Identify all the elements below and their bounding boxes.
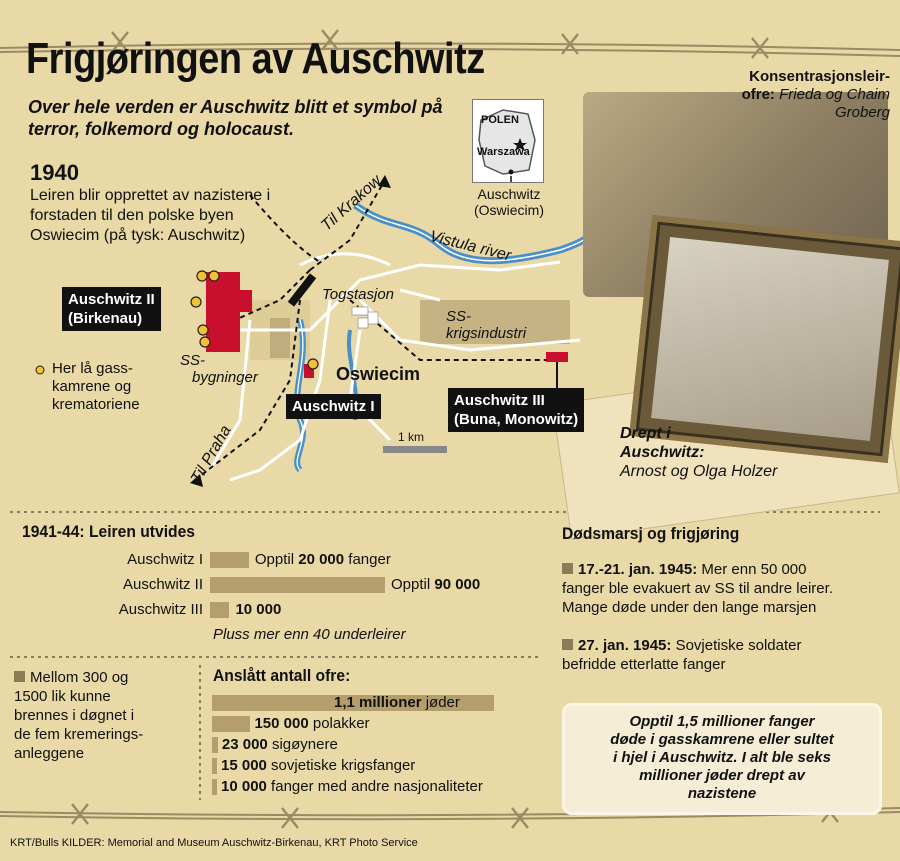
caption-1-rest: ofre: <box>741 86 775 103</box>
label-ss-buildings <box>180 352 258 386</box>
summary-callout <box>562 703 882 815</box>
expansion-camp-label: Auschwitz II <box>122 576 203 593</box>
expansion-camp-label: Auschwitz I <box>127 551 203 568</box>
caption-1-names: Frieda og Chaim Groberg <box>779 86 890 121</box>
victim-value: 1,1 millioner <box>334 694 422 711</box>
victim-value: 150 000 <box>254 715 309 732</box>
expansion-value-label <box>235 601 281 618</box>
caption-2-title2: Auschwitz: <box>620 444 705 461</box>
cremation-3: brennes i døgnet i <box>14 707 135 724</box>
expansion-value: 90 000 <box>434 576 481 593</box>
label-auschwitz-2-sub: (Birkenau) <box>68 310 143 327</box>
credit-line: KRT/Bulls KILDER: Memorial and Museum Auschwitz-Birkenau, KRT Photo Service <box>10 837 418 849</box>
label-vistula: Vistula river <box>427 228 513 265</box>
label-auschwitz-3-name: Auschwitz III <box>454 392 545 409</box>
victim-label: 23 000 sigøynere <box>221 736 338 753</box>
label-to-praha: Til Praha <box>188 422 235 487</box>
event-2-line-1: Sovjetiske soldater <box>675 637 802 654</box>
event-1-date: 17.-21. jan. 1945: <box>578 561 698 578</box>
scale-label: 1 km <box>398 430 425 444</box>
victim-bar <box>212 737 218 753</box>
page-title: Frigjøringen av Auschwitz <box>26 34 485 83</box>
label-auschwitz-2 <box>62 287 161 331</box>
inset-place-label <box>466 186 552 218</box>
callout-line-3: i hjel i Auschwitz. I alt ble seks <box>613 749 831 766</box>
auschwitz-3-camp <box>546 352 568 362</box>
victim-label: 1,1 millioner jøder <box>334 694 460 711</box>
event-1-line-2: fanger ble evakuert av SS til andre leirer. <box>562 580 833 597</box>
expansion-value-label: Opptil 90 000 <box>391 576 481 593</box>
label-ss-industry-1: SS- <box>446 308 472 325</box>
victim-label: 10 000 fanger med andre nasjonaliteter <box>221 778 483 795</box>
photo-caption-1 <box>710 68 890 122</box>
victims-title: Anslått antall ofre: <box>213 666 351 685</box>
expansion-note: Pluss mer enn 40 underleirer <box>213 626 406 643</box>
victim-label: 150 000 polakker <box>254 715 370 732</box>
event-1-square-icon <box>562 563 573 574</box>
subtitle: Over hele verden er Auschwitz blitt et symbol på terror, folkemord og holocaust. <box>28 97 443 139</box>
legend-gas-2: kamrene og <box>52 378 132 395</box>
cremation-note <box>14 668 143 763</box>
caption-2-title: Drept i <box>620 425 671 442</box>
label-auschwitz-1: Auschwitz I <box>286 394 381 419</box>
poland-shape <box>473 100 543 182</box>
callout-line-5: nazistene <box>687 785 757 802</box>
victim-value: 10 000 <box>221 778 267 795</box>
scale-bar <box>383 446 447 453</box>
caption-2-names: Arnost og Olga Holzer <box>620 463 778 480</box>
label-oswiecim: Oswiecim <box>336 364 421 384</box>
event-2-date: 27. jan. 1945: <box>578 637 672 654</box>
photo-holzer <box>651 237 889 441</box>
cremation-1: Mellom 300 og <box>30 669 129 686</box>
victim-label: 15 000 sovjetiske krigsfanger <box>221 757 416 774</box>
expansion-value-label: Opptil 20 000 fanger <box>254 551 391 568</box>
expansion-bar <box>210 602 229 618</box>
callout-text <box>574 713 870 803</box>
legend-gas-1: Her lå gass- <box>52 360 133 377</box>
event-2-square-icon <box>562 639 573 650</box>
event-2-line-2: befridde etterlatte fanger <box>562 656 726 673</box>
victim-value: 23 000 <box>221 736 268 753</box>
cremation-square-icon <box>14 671 25 682</box>
label-auschwitz-3 <box>448 388 584 432</box>
event-1 <box>562 560 892 617</box>
label-ss-buildings-1: SS- <box>180 352 206 369</box>
legend-gas-chambers <box>52 360 140 414</box>
cremation-2: 1500 lik kunne <box>14 688 111 705</box>
year-1940: 1940 <box>30 160 79 185</box>
inset-place-local: (Oswiecim) <box>474 202 544 218</box>
poland-label: POLEN <box>481 114 519 126</box>
label-auschwitz-3-sub: (Buna, Monowitz) <box>454 411 579 428</box>
label-ss-industry-2: krigsindustri <box>446 325 527 342</box>
year-1940-text: Leiren blir opprettet av nazistene i forstaden til den polske byen Oswiecim (på tysk: Auschwitz) <box>30 187 271 244</box>
poland-inset-map <box>472 99 544 183</box>
cremation-4: de fem kremerings- <box>14 726 144 743</box>
event-1-line-1: Mer enn 50 000 <box>701 561 807 578</box>
label-ss-industry <box>446 308 526 342</box>
cremation-5: anleggene <box>14 745 85 762</box>
label-ss-buildings-2: bygninger <box>192 369 258 386</box>
oswiecim-town <box>352 307 378 328</box>
birkenau-camp <box>206 272 240 352</box>
expansion-bar <box>210 577 385 593</box>
label-auschwitz-2-name: Auschwitz II <box>68 291 155 308</box>
inset-place-name: Auschwitz <box>477 186 541 202</box>
callout-line-1: Opptil 1,5 millioner fanger <box>629 713 815 730</box>
victim-bar <box>212 779 217 795</box>
expansion-camp-label: Auschwitz III <box>118 601 203 618</box>
callout-line-4: millioner jøder drept av <box>639 767 805 784</box>
label-to-krakow: Til Krakow <box>318 172 385 235</box>
expansion-value: 10 000 <box>235 601 282 618</box>
expansion-value: 20 000 <box>298 551 345 568</box>
warszawa-label: Warszawa <box>477 146 530 158</box>
expansion-bar <box>210 552 249 568</box>
callout-line-2: døde i gasskamrene eller sultet <box>610 731 834 748</box>
death-march-title: Dødsmarsj og frigjøring <box>562 524 740 543</box>
event-2 <box>562 636 892 674</box>
victim-value: 15 000 <box>221 757 267 774</box>
victim-bar <box>212 716 250 732</box>
legend-gas-3: krematoriene <box>52 396 140 413</box>
event-1-line-3: Mange døde under den lange marsjen <box>562 599 817 616</box>
victim-bar <box>212 758 217 774</box>
expansion-title: 1941-44: Leiren utvides <box>22 522 195 541</box>
label-togstasjon: Togstasjon <box>322 286 394 303</box>
caption-1-title: Konsentrasjonsleir- <box>749 68 890 85</box>
photo-caption-2 <box>620 424 820 481</box>
